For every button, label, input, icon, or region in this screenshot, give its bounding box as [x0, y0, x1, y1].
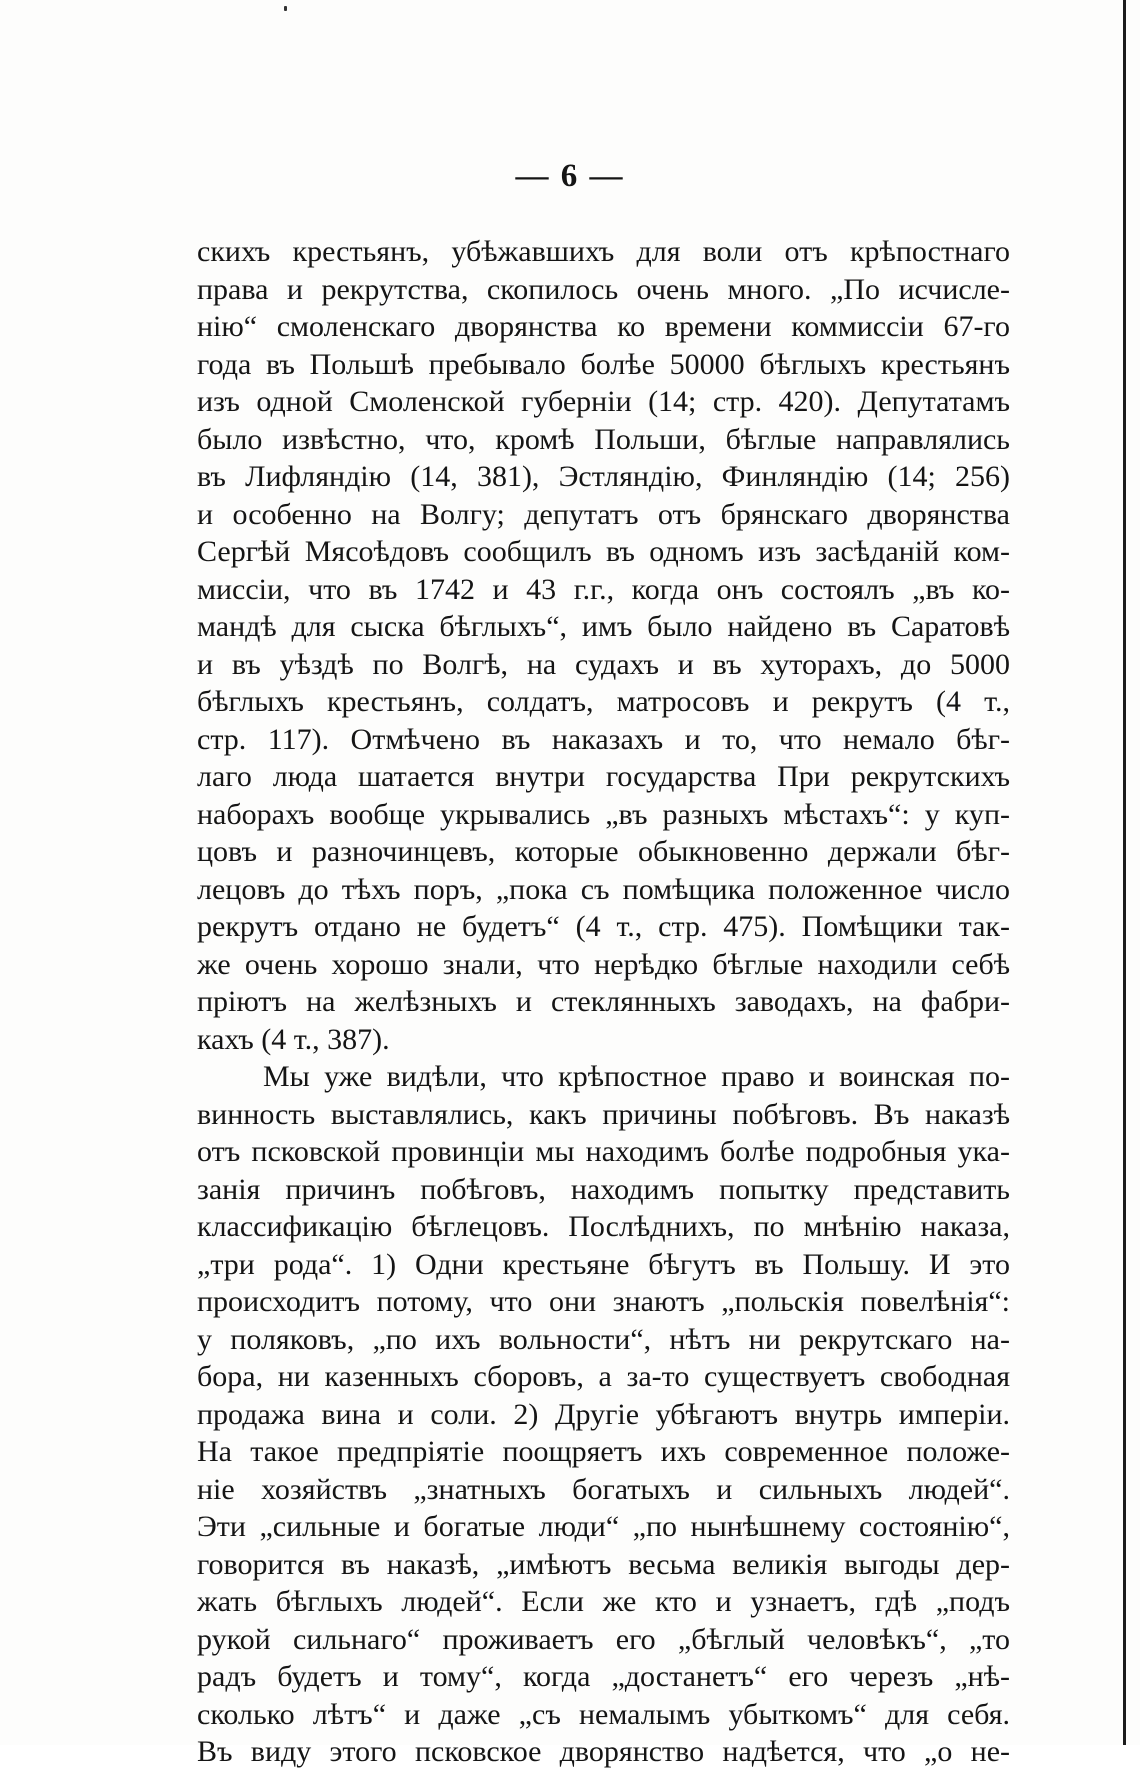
text-line: нію“ смоленскаго дворянства ко времени коммиссіи 67-го: [197, 310, 1010, 343]
text-line: въ Лифляндію (14, 381), Эстляндію, Финляндію (14; 256): [197, 460, 1010, 493]
text-line: пріютъ на желѣзныхъ и стеклянныхъ заводахъ, на фабри-: [197, 985, 1010, 1018]
text-line: говорится въ наказѣ, „имѣютъ весьма великія выгоды дер-: [197, 1547, 1010, 1581]
text-line: года въ Польшѣ пребывало болѣе 50000 бѣглыхъ крестьянъ: [197, 347, 1010, 381]
text-line: классификацію бѣглецовъ. Послѣднихъ, по мнѣнію наказа,: [197, 1210, 1010, 1243]
paragraph-start-line: Мы уже видѣли, что крѣпостное право и воинская по-: [263, 1060, 1010, 1093]
text-line: бора, ни казенныхъ сборовъ, а за-то существуетъ свободная: [197, 1360, 1010, 1393]
paragraph-end-line: кахъ (4 т., 387).: [197, 1022, 390, 1056]
text-line: рукой сильнаго“ проживаетъ его „бѣглый человѣкъ“, „то: [197, 1622, 1010, 1656]
text-line: продажа вина и соли. 2) Другіе убѣгаютъ внутрь имперіи.: [197, 1397, 1010, 1431]
text-line: рекрутъ отдано не будетъ“ (4 т., стр. 475). Помѣщики так-: [197, 910, 1010, 943]
text-line: было извѣстно, что, кромѣ Польши, бѣглые направлялись: [197, 422, 1010, 456]
text-line: бѣглыхъ крестьянъ, солдатъ, матросовъ и рекрутъ (4 т.,: [197, 685, 1010, 718]
text-line: радъ будетъ и тому“, когда „достанетъ“ его черезъ „нѣ-: [197, 1660, 1010, 1693]
print-speck: [284, 6, 287, 11]
text-line: наборахъ вообще укрывались „въ разныхъ мѣстахъ“: у куп-: [197, 797, 1010, 831]
text-line: у поляковъ, „по ихъ вольности“, нѣтъ ни рекрутскаго на-: [197, 1322, 1010, 1356]
text-line: жать бѣглыхъ людей“. Если же кто и узнаетъ, гдѣ „подъ: [197, 1585, 1010, 1618]
text-line: сколько лѣтъ“ и даже „съ немалымъ убыткомъ“ для себя.: [197, 1697, 1010, 1731]
text-line: же очень хорошо знали, что нерѣдко бѣглые находили себѣ: [197, 947, 1010, 981]
text-line: Сергѣй Мясоѣдовъ сообщилъ въ одномъ изъ засѣданій ком-: [197, 535, 1010, 568]
text-line: цовъ и разночинцевъ, которые обыкновенно держали бѣг-: [197, 835, 1010, 868]
text-line: лецовъ до тѣхъ поръ, „пока съ помѣщика положенное число: [197, 872, 1010, 906]
text-line: скихъ крестьянъ, убѣжавшихъ для воли отъ крѣпостнаго: [197, 235, 1010, 268]
text-line: Въ виду этого псковское дворянство надѣется, что „о не-: [197, 1735, 1010, 1768]
page-edge-border: [1123, 0, 1126, 1745]
text-line: права и рекрутства, скопилось очень много. „По исчисле-: [197, 272, 1010, 306]
text-line: изъ одной Смоленской губерніи (14; стр. 420). Депутатамъ: [197, 385, 1010, 418]
text-line: происходитъ потому, что они знаютъ „польскія повелѣнія“:: [197, 1285, 1010, 1318]
text-line: мандѣ для сыска бѣглыхъ“, имъ было найдено въ Саратовѣ: [197, 610, 1010, 643]
text-line: отъ псковской провинціи мы находимъ болѣе подробныя ука-: [197, 1135, 1010, 1168]
text-line: и въ уѣздѣ по Волгѣ, на судахъ и въ хуторахъ, до 5000: [197, 647, 1010, 681]
page-number: — 6 —: [515, 158, 625, 194]
text-line: стр. 117). Отмѣчено въ наказахъ и то, что немало бѣг-: [197, 722, 1010, 756]
body-text: [197, 233, 1010, 1771]
text-line: ніе хозяйствъ „знатныхъ богатыхъ и сильныхъ людей“.: [197, 1472, 1010, 1506]
text-line: лаго люда шатается внутри государства При рекрутскихъ: [197, 760, 1010, 793]
text-line: и особенно на Волгу; депутатъ отъ брянскаго дворянства: [197, 497, 1010, 531]
text-line: винность выставлялись, какъ причины побѣговъ. Въ наказѣ: [197, 1097, 1010, 1131]
text-line: миссіи, что въ 1742 и 43 г.г., когда онъ состоялъ „въ ко-: [197, 572, 1010, 606]
text-line: На такое предпріятіе поощряетъ ихъ современное положе-: [197, 1435, 1010, 1468]
text-line: Эти „сильные и богатые люди“ „по нынѣшнему состоянію“,: [197, 1510, 1010, 1543]
text-line: „три рода“. 1) Одни крестьяне бѣгутъ въ Польшу. И это: [197, 1247, 1010, 1281]
text-line: занія причинъ побѣговъ, находимъ попытку представить: [197, 1172, 1010, 1206]
